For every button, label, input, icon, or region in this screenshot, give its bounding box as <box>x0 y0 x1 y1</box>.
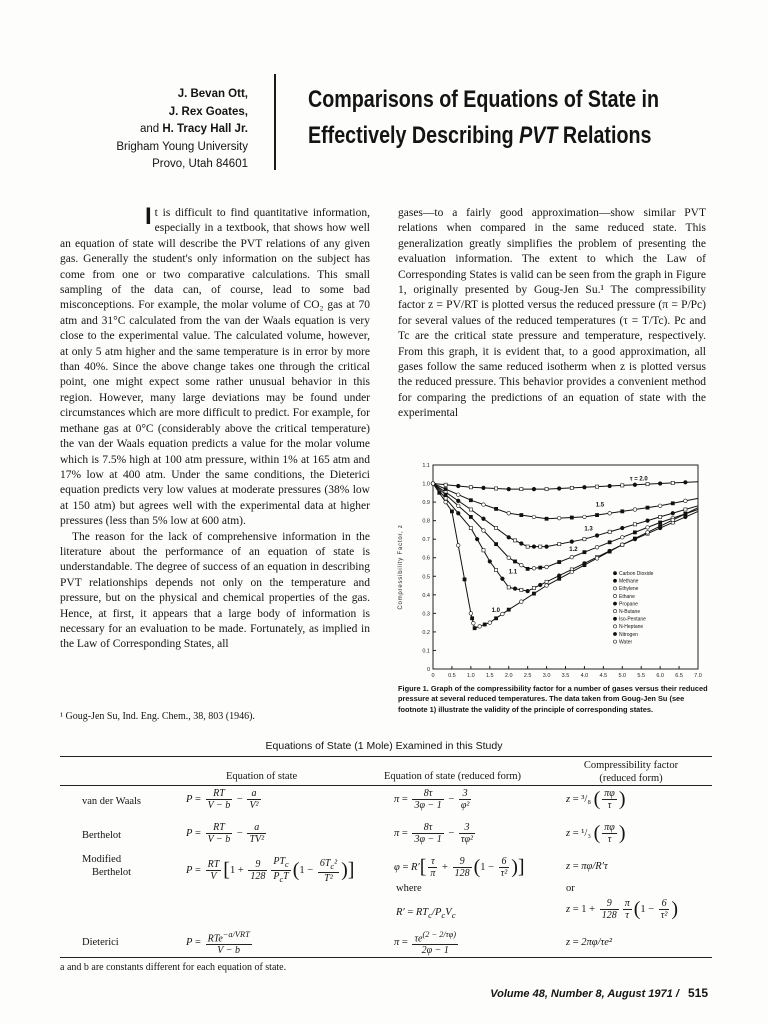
data-point <box>513 587 517 591</box>
data-point <box>507 556 511 560</box>
data-point <box>456 511 460 515</box>
data-point <box>532 592 535 595</box>
data-point <box>608 530 611 533</box>
plot-frame <box>433 465 698 669</box>
data-point <box>526 545 529 548</box>
data-point <box>583 564 586 567</box>
data-point <box>488 560 492 564</box>
data-point <box>646 519 650 523</box>
data-point <box>469 499 472 502</box>
legend-label: Nitrogen <box>619 631 638 638</box>
data-point <box>595 557 599 561</box>
drop-cap: I <box>145 203 152 230</box>
data-point <box>478 625 482 629</box>
author-2: J. Rex Goates, <box>168 105 248 118</box>
legend-label: N-Heptane <box>619 624 644 631</box>
data-point <box>620 543 624 547</box>
data-point <box>646 526 650 530</box>
x-tick-label: 7.0 <box>694 673 702 679</box>
data-point <box>583 551 586 554</box>
data-point <box>469 486 472 489</box>
data-point <box>595 534 599 538</box>
data-point <box>520 563 524 567</box>
data-point <box>444 483 447 486</box>
data-point <box>482 549 485 552</box>
legend-marker <box>613 610 616 613</box>
data-point <box>658 504 662 508</box>
data-point <box>456 504 460 508</box>
data-point <box>538 583 542 587</box>
paragraph-2: The reason for the lack of comprehensive information in the literature about the performance of an equation of state is understandable. The degree of success of an equation in describing PVT relationships depends not only on the temperature and pressure, but on the physical and chemical properties of the gas. Hence, at first, it appears that a large body of information is necessary for an evaluation to be made. Fortunately, as implied in the Law of Corresponding States, all <box>60 530 370 651</box>
data-point <box>444 488 447 491</box>
footnote: ¹ Goug-Jen Su, Ind. Eng. Chem., 38, 803 (1946). <box>60 711 255 722</box>
data-point <box>545 580 548 583</box>
legend-label: Iso-Pentane <box>619 616 646 623</box>
data-point <box>532 545 536 549</box>
data-point <box>633 531 636 534</box>
legend-marker <box>613 617 616 620</box>
table-note: a and b are constants different for each equation of state. <box>60 962 287 973</box>
data-point <box>526 567 529 570</box>
data-point <box>501 577 505 581</box>
data-point <box>558 577 561 580</box>
author-1: J. Bevan Ott, <box>177 88 248 100</box>
y-tick-label: 0.4 <box>422 592 430 599</box>
data-point <box>532 487 536 491</box>
legend-marker <box>613 632 616 635</box>
data-point <box>472 621 476 625</box>
x-tick-label: 1.0 <box>467 673 475 679</box>
data-point <box>633 537 636 540</box>
data-point <box>520 513 523 516</box>
legend-marker <box>613 602 616 605</box>
curve-label: 1.1 <box>508 569 518 576</box>
data-point <box>646 506 649 509</box>
data-point <box>608 511 612 515</box>
data-point <box>570 540 574 544</box>
footer-separator: / <box>675 988 679 1000</box>
data-point <box>608 541 611 544</box>
y-tick-label: 0.3 <box>422 611 430 618</box>
data-point <box>507 511 511 515</box>
row-name-dieterici: Dieterici <box>82 937 119 948</box>
data-point <box>633 508 637 512</box>
data-point <box>684 481 688 485</box>
data-point <box>621 510 624 513</box>
data-point <box>545 517 548 520</box>
eq-vdw: P = $\frac{RT}{V - b}$ − $\frac{a}{\text{V²}}$ <box>186 788 259 811</box>
data-point <box>494 568 497 571</box>
row-name-berthelot: Berthelot <box>82 830 122 841</box>
y-tick-label: 0.7 <box>422 537 430 544</box>
data-point <box>520 588 523 591</box>
data-point <box>513 560 516 563</box>
z-vdw: z = ³/₈ ( $\frac{\pi\varphi}{\tau}$ ) <box>566 788 626 811</box>
y-axis-label: Compressibility Factor, z <box>398 524 404 610</box>
data-point <box>583 538 586 541</box>
x-tick-label: 2.0 <box>504 673 513 679</box>
title-line-2: Effectively Describing PVT Relations <box>308 122 652 149</box>
data-point <box>539 566 542 569</box>
y-tick-label: 0.5 <box>422 574 430 581</box>
affiliation-address: Provo, Utah 84601 <box>152 158 248 170</box>
legend-label: Carbon Dioxide <box>619 571 654 577</box>
data-point <box>557 516 561 520</box>
data-point <box>646 531 650 535</box>
header-equation: Equation of state <box>226 771 298 782</box>
legend-label: Ethane <box>619 593 635 600</box>
eq-berthelot-reduced: π = $\frac{8\tau}{3\varphi - 1}$ − $\frac{3}{\text{τφ²}}$ <box>394 822 473 845</box>
data-point <box>595 545 599 549</box>
z-modified-berthelot-alt: z = 1 + $\frac{9}{128}$ $\frac{\pi}{\tau}$ (1 − $\frac{6}{\text{τ²}}$ ) <box>566 898 679 921</box>
eq-modified-berthelot: P = $\frac{RT}{V}$ [1 + $\frac{9}{128}$ $\frac{PT_c}{P_cT}$ (1 − $\frac{6T_c^2}{\text{T²}}$ )] <box>186 856 355 884</box>
y-tick-label: 0 <box>426 667 430 673</box>
data-point <box>545 565 549 569</box>
article-title <box>308 82 661 154</box>
y-tick-label: 1.0 <box>422 481 430 488</box>
data-point <box>438 491 441 494</box>
data-point <box>633 523 636 526</box>
data-point <box>456 544 460 548</box>
legend-label: Propane <box>619 601 638 608</box>
data-point <box>513 539 516 542</box>
data-point <box>494 507 497 510</box>
x-tick-label: 1.5 <box>485 673 494 679</box>
header-divider <box>274 74 276 170</box>
data-point <box>545 545 549 549</box>
curve-label: τ = 2.0 <box>629 476 648 483</box>
issue-info: Volume 48, Number 8, August 1971 <box>490 988 673 1000</box>
data-point <box>431 482 435 486</box>
page-footer <box>490 986 708 1000</box>
data-point <box>475 537 479 541</box>
table-top-rule <box>60 756 712 757</box>
table-bottom-rule <box>60 957 712 958</box>
figure-caption: Figure 1. Graph of the compressibility factor for a number of gases versus their reduced pressure at several reduced temperatures. The data taken from Goug-Jen Su (see footnote 1) illustrate the validity of the principle of corresponding states. <box>398 684 708 714</box>
data-point <box>658 482 662 486</box>
data-point <box>583 485 587 489</box>
compressibility-chart <box>380 457 710 687</box>
data-point <box>671 481 674 484</box>
data-point <box>507 487 511 491</box>
legend-label: Methane <box>619 578 639 585</box>
data-point <box>473 627 476 630</box>
data-point <box>558 543 561 546</box>
data-point <box>557 487 561 491</box>
eq-dieterici-reduced: π = $\frac{\tau e^{(2 - 2/\tau\varphi)}}{2\varphi - 1}$ <box>394 930 457 957</box>
data-point <box>494 617 497 620</box>
data-point <box>444 497 447 500</box>
data-point <box>684 512 687 515</box>
data-point <box>659 521 662 524</box>
curve-label: 1.2 <box>569 547 578 554</box>
x-tick-label: 4.5 <box>599 673 608 679</box>
data-point <box>539 545 542 548</box>
legend-marker <box>613 587 616 590</box>
data-point <box>501 612 505 616</box>
data-point <box>684 508 687 511</box>
eq-dieterici: P = $\frac{RTe^{-a/VRT}}{V - b}$ <box>186 930 250 957</box>
legend-marker <box>613 572 616 575</box>
data-point <box>444 493 447 496</box>
data-point <box>659 525 662 528</box>
data-point <box>456 499 460 503</box>
data-point <box>507 536 511 540</box>
data-point <box>621 484 624 487</box>
data-point <box>646 483 649 486</box>
title-line-1: Comparisons of Equations of State in <box>308 86 659 113</box>
legend-marker <box>613 594 616 597</box>
data-point <box>456 484 460 488</box>
data-point <box>608 484 612 488</box>
data-point <box>469 612 473 616</box>
data-point <box>482 529 486 533</box>
data-point <box>570 516 573 519</box>
data-point <box>532 566 536 570</box>
x-tick-label: 3.5 <box>561 673 570 679</box>
curve-label: 1.5 <box>595 502 605 509</box>
data-point <box>507 608 510 611</box>
data-point <box>545 584 549 588</box>
x-tick-label: 3.0 <box>542 673 551 679</box>
page-number: 515 <box>687 986 708 1000</box>
header-reduced: Equation of state (reduced form) <box>384 771 522 782</box>
data-point <box>463 578 466 581</box>
data-point <box>532 515 536 519</box>
data-point <box>482 486 486 490</box>
row-name-modified-berthelot: Modified Berthelot <box>82 854 132 878</box>
data-point <box>520 542 524 546</box>
data-point <box>469 508 472 511</box>
eq-vdw-reduced: π = $\frac{8\tau}{3\varphi - 1}$ − $\frac{3}{\text{φ²}}$ <box>394 788 470 811</box>
where-label: where <box>396 883 422 894</box>
data-point <box>570 555 574 559</box>
data-point <box>671 511 675 515</box>
eq-berthelot: P = $\frac{RT}{V - b}$ − $\frac{a}{\text{TV²}}$ <box>186 822 265 845</box>
data-point <box>456 493 460 497</box>
body-column-1 <box>60 203 370 653</box>
data-point <box>520 600 524 604</box>
legend-label: Ethylene <box>619 586 639 593</box>
data-point <box>608 550 611 553</box>
author-and: and <box>139 123 160 135</box>
table-header-rule <box>60 785 712 786</box>
data-point <box>671 518 675 522</box>
data-point <box>471 617 474 620</box>
row-name-vdw: van der Waals <box>82 796 142 807</box>
data-point <box>482 503 486 507</box>
paragraph-1: It is difficult to find quantitative information, especially in a textbook, that shows how well an equation of state will describe the PVT relations of any given gas. Generally the student's only information on the subject has come from one or two comparative calculations. This small sampling of the data can, of course, lead to some bad misconceptions. For example, the molar volume of CO₂ gas at 70 atm and 31°C calculated from the van der Waals equation is very close to the experimental value. The calculated volume, however, at only 5 atm higher and the same temperature is in error by more than 40%. Since the above change takes one through the critical point, one might expect some rather unusual behavior in this region. However, many large deviations may be found under circumstances which are more difficult to predict. For example, for methane gas at 0°C (considerably above the critical temperature) the van der Waals equation predicts a value for the molar volume which is 7.5% high at 100 atm pressure, within 1% at 165 atm and 17% low at 400 atm. Under the same conditions, the Dieterici equation predicts very low values at moderate pressures (38% low at 150 atm) but agrees well with the experimental data at higher pressures (less than 5% low at 600 atm). <box>60 203 370 528</box>
header-compressibility: Compressibility factor (reduced form) <box>583 760 679 784</box>
data-point <box>659 515 662 518</box>
paragraph-3: gases—to a fairly good approximation—show similar PVT relations when compared in the same reduced state. This generalization greatly simplifies the problem of presenting the evaluation information. The extent to which the Law of Corresponding States is valid can be seen from the graph in Figure 1, originally presented by Goug-Jen Su.¹ The compressibility factor z = PV/RT is plotted versus the reduced pressure (π = P/Pc) for several values of the reduced temperatures (τ = T/Tc). Pc and Tc are the critical state pressure and temperature, respectively. From this graph, it is evident that, to a good approximation, all gases follow the same reduced isotherm when z is plotted versus the reduced pressure. This behavior provides a convenient method for comparing the predictions of an equation of state with the experimental <box>398 207 706 420</box>
data-point <box>507 586 510 589</box>
eq-modified-berthelot-reduced: φ = R′[ $\frac{\tau}{\pi}$ + $\frac{9}{128}$ (1 − $\frac{6}{\text{τ²}}$ )] <box>394 856 525 879</box>
table-title: Equations of State (1 Mole) Examined in this Study <box>265 740 503 752</box>
curve-label: 1.3 <box>584 526 593 533</box>
data-point <box>444 500 448 504</box>
legend-label: Water <box>619 639 633 646</box>
y-tick-label: 1.1 <box>422 463 430 469</box>
z-modified-berthelot: z = πφ/R′τ <box>566 861 608 872</box>
data-point <box>620 526 624 530</box>
x-tick-label: 0.5 <box>448 673 456 679</box>
x-tick-label: 6.5 <box>675 673 683 679</box>
z-berthelot: z = ¹/₃ ( $\frac{\pi\varphi}{\tau}$ ) <box>566 822 626 845</box>
data-point <box>494 526 497 529</box>
data-point <box>494 487 497 490</box>
x-tick-label: 0 <box>431 673 435 679</box>
data-point <box>532 586 535 589</box>
data-point <box>520 488 523 491</box>
x-tick-label: 2.5 <box>523 673 532 679</box>
affiliation: Brigham Young University <box>116 140 248 153</box>
y-tick-label: 0.8 <box>422 518 430 525</box>
data-point <box>570 486 573 489</box>
or-label: or <box>566 883 575 894</box>
eq-r-prime: $R' = RT_c/P_cV_c$ <box>396 907 456 921</box>
data-point <box>558 560 561 563</box>
data-point <box>583 515 587 519</box>
data-point <box>494 543 497 546</box>
data-point <box>545 488 548 491</box>
curve-label: 1.0 <box>491 608 501 615</box>
x-tick-label: 4.0 <box>580 673 589 679</box>
data-point <box>633 483 637 487</box>
author-block <box>80 86 248 174</box>
legend-label: N-Butane <box>619 609 641 615</box>
y-tick-label: 0.1 <box>422 648 430 655</box>
legend-marker <box>613 640 616 643</box>
x-tick-label: 6.0 <box>656 673 664 679</box>
data-point <box>671 502 674 505</box>
z-dieterici: z = 2πφ/τe² <box>566 937 613 948</box>
data-point <box>482 517 486 521</box>
data-point <box>483 623 486 626</box>
legend-marker <box>613 579 616 582</box>
author-3: H. Tracy Hall Jr. <box>162 123 248 135</box>
x-tick-label: 5.5 <box>637 673 646 679</box>
x-tick-label: 5.0 <box>618 673 627 679</box>
data-point <box>684 499 688 503</box>
y-tick-label: 0.2 <box>422 629 430 636</box>
y-tick-label: 0.6 <box>422 555 430 562</box>
data-point <box>488 621 492 625</box>
figure-1 <box>380 457 710 687</box>
data-point <box>620 536 624 540</box>
data-point <box>450 510 453 513</box>
y-tick-label: 0.9 <box>422 500 430 507</box>
data-point <box>570 570 574 574</box>
data-point <box>469 515 472 518</box>
data-point <box>469 526 472 529</box>
data-point <box>595 485 598 488</box>
data-point <box>595 513 598 516</box>
data-point <box>526 589 530 593</box>
body-column-2 <box>398 206 706 422</box>
legend-marker <box>613 625 616 628</box>
